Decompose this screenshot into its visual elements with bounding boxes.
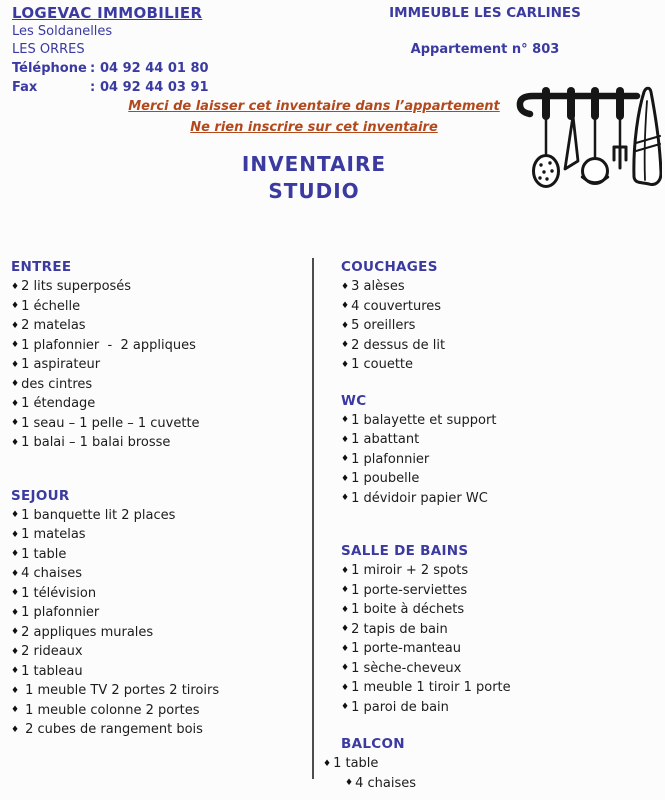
inventory-item	[11, 623, 303, 643]
inventory-item	[11, 375, 303, 395]
item-text: des cintres	[21, 376, 93, 392]
phone-number: 04 92 44 01 80	[100, 61, 209, 77]
section-sejour	[11, 487, 303, 740]
inventory-item	[341, 336, 653, 356]
item-text: 1 porte-serviettes	[351, 582, 468, 598]
item-text: 1 paroi de bain	[351, 699, 449, 715]
diamond-bullet-icon: ♦	[341, 320, 350, 331]
inventory-item	[11, 545, 303, 565]
diamond-bullet-icon: ♦	[341, 340, 350, 350]
inventory-item	[341, 698, 653, 718]
diamond-bullet-icon: ♦	[341, 454, 350, 464]
column-right	[323, 258, 653, 793]
item-text: 1 échelle	[21, 298, 81, 314]
diamond-bullet-icon: ♦	[11, 301, 20, 311]
diamond-bullet-icon: ♦	[11, 646, 20, 657]
diamond-bullet-icon: ♦	[341, 702, 350, 712]
inventory-item	[341, 469, 653, 489]
diamond-bullet-icon: ♦	[11, 320, 20, 331]
item-text: 1 abattant	[351, 432, 420, 447]
item-text: 2 rideaux	[21, 644, 83, 659]
building-name: IMMEUBLE LES CARLINES	[389, 5, 581, 21]
inventory-body	[0, 258, 665, 800]
section-salle-de-bains	[341, 542, 653, 717]
diamond-bullet-icon: ♦	[345, 778, 354, 788]
inventory-item	[323, 754, 653, 774]
item-text: 1 dévidoir papier WC	[351, 490, 488, 506]
diamond-bullet-icon: ♦	[11, 510, 20, 520]
notice-line-1: Merci de laisser cet inventaire dans l’appartement	[128, 99, 500, 114]
inventory-item	[341, 316, 653, 336]
item-text: 1 meuble 1 tiroir 1 porte	[351, 680, 511, 695]
item-text: 1 plafonnier	[351, 451, 430, 467]
inventory-item	[341, 297, 653, 317]
diamond-bullet-icon: ♦	[341, 585, 350, 595]
diamond-bullet-icon: ♦	[341, 493, 350, 503]
inventory-item	[11, 720, 303, 740]
diamond-bullet-icon: ♦	[341, 604, 350, 615]
diamond-bullet-icon: ♦	[323, 758, 332, 769]
item-text: 1 boite à déchets	[351, 602, 465, 617]
diamond-bullet-icon: ♦	[341, 434, 350, 445]
agency-residence: Les Soldanelles	[12, 23, 113, 39]
title-line-1: INVENTAIRE	[241, 152, 387, 176]
inventory-item	[11, 414, 303, 434]
diamond-bullet-icon: ♦	[11, 437, 20, 448]
item-text: 1 miroir + 2 spots	[351, 563, 469, 578]
diamond-bullet-icon: ♦	[11, 418, 20, 428]
fax-number: 04 92 44 03 91	[100, 79, 209, 95]
inventory-item	[11, 662, 303, 682]
item-text: 1 meuble colonne 2 portes	[25, 702, 200, 718]
item-text: 2 lits superposés	[21, 279, 132, 294]
inventory-item	[11, 642, 303, 662]
item-text: 4 couvertures	[351, 298, 442, 314]
inventory-item	[345, 774, 653, 794]
item-text: 1 télévision	[21, 585, 97, 601]
column-left	[11, 258, 303, 740]
diamond-bullet-icon: ♦	[341, 565, 350, 576]
inventory-item	[341, 659, 653, 679]
item-text: 3 alèses	[351, 279, 405, 294]
diamond-bullet-icon: ♦	[341, 415, 350, 425]
section-heading: ENTREE	[11, 259, 72, 275]
inventory-item	[341, 411, 653, 431]
diamond-bullet-icon: ♦	[341, 682, 350, 693]
item-text: 2 cubes de rangement bois	[25, 722, 203, 737]
fax-label: Fax	[12, 79, 38, 95]
item-text: 1 tableau	[21, 663, 83, 679]
item-text: 1 couette	[351, 357, 414, 372]
item-text: 1 plafonnier	[21, 605, 100, 620]
inventory-item	[11, 525, 303, 545]
inventory-item	[341, 277, 653, 297]
phone-row	[12, 60, 209, 79]
fax-separator: :	[90, 79, 96, 95]
inventory-item	[11, 564, 303, 584]
inventory-item	[11, 297, 303, 317]
diamond-bullet-icon: ♦	[11, 607, 20, 618]
diamond-bullet-icon: ♦	[11, 281, 20, 292]
item-text: 5 oreillers	[351, 318, 416, 333]
inventory-item	[11, 603, 303, 623]
phone-label: Téléphone	[12, 61, 87, 77]
section-heading: WC	[341, 392, 367, 409]
section-heading: BALCON	[341, 736, 405, 752]
item-text: 1 seau – 1 pelle – 1 cuvette	[21, 415, 200, 431]
diamond-bullet-icon: ♦	[11, 588, 20, 598]
inventory-item	[341, 450, 653, 470]
section-entree	[11, 258, 303, 453]
diamond-bullet-icon: ♦	[11, 568, 20, 579]
item-text: 1 banquette lit 2 places	[21, 507, 176, 523]
inventory-item	[341, 430, 653, 450]
inventory-item	[341, 620, 653, 640]
diamond-bullet-icon: ♦	[11, 685, 20, 696]
diamond-bullet-icon: ♦	[341, 301, 350, 311]
item-text: 1 meuble TV 2 portes 2 tiroirs	[25, 683, 220, 698]
diamond-bullet-icon: ♦	[11, 666, 20, 676]
item-text: 2 dessus de lit	[351, 337, 446, 353]
inventory-item	[11, 433, 303, 453]
inventory-item	[11, 701, 303, 721]
item-text: 1 table	[333, 756, 379, 771]
diamond-bullet-icon: ♦	[341, 359, 350, 370]
section-heading: SEJOUR	[11, 487, 70, 504]
item-text: 1 balayette et support	[351, 412, 497, 428]
diamond-bullet-icon: ♦	[11, 705, 20, 715]
section-heading: SALLE DE BAINS	[341, 543, 469, 559]
diamond-bullet-icon: ♦	[11, 724, 20, 735]
item-text: 1 matelas	[21, 527, 86, 542]
diamond-bullet-icon: ♦	[341, 624, 350, 634]
item-text: 4 chaises	[355, 775, 416, 791]
fax-row	[12, 79, 209, 98]
item-text: 1 porte-manteau	[351, 641, 461, 656]
inventory-item	[11, 316, 303, 336]
item-text: 1 étendage	[21, 396, 96, 411]
diamond-bullet-icon: ♦	[11, 398, 20, 409]
inventory-item	[11, 506, 303, 526]
diamond-bullet-icon: ♦	[11, 627, 20, 637]
item-text: 2 appliques murales	[21, 624, 154, 640]
inventory-item	[341, 581, 653, 601]
inventory-item	[341, 489, 653, 509]
notice-line-2: Ne rien inscrire sur cet inventaire	[190, 119, 438, 135]
inventory-item	[11, 394, 303, 414]
diamond-bullet-icon: ♦	[341, 643, 350, 654]
agency-block	[12, 4, 209, 98]
inventory-item	[11, 277, 303, 297]
diamond-bullet-icon: ♦	[11, 529, 20, 540]
document-title	[0, 151, 628, 205]
inventory-item	[341, 561, 653, 581]
inventory-item	[11, 584, 303, 604]
inventory-item	[341, 678, 653, 698]
item-text: 1 poubelle	[351, 471, 420, 486]
diamond-bullet-icon: ♦	[11, 340, 20, 350]
title-line-2: STUDIO	[268, 179, 360, 203]
item-text: 1 balai – 1 balai brosse	[21, 435, 171, 450]
building-block	[360, 4, 610, 59]
section-wc	[341, 392, 653, 509]
diamond-bullet-icon: ♦	[11, 379, 20, 389]
inventory-item	[341, 639, 653, 659]
item-text: 1 sèche-cheveux	[351, 660, 462, 676]
item-text: 2 tapis de bain	[351, 621, 448, 637]
diamond-bullet-icon: ♦	[11, 549, 20, 559]
item-text: 2 matelas	[21, 318, 86, 333]
diamond-bullet-icon: ♦	[341, 281, 350, 292]
item-text: 4 chaises	[21, 566, 82, 581]
inventory-item	[341, 600, 653, 620]
inventory-item	[11, 681, 303, 701]
diamond-bullet-icon: ♦	[341, 473, 350, 484]
diamond-bullet-icon: ♦	[11, 359, 20, 370]
item-text: 1 plafonnier - 2 appliques	[21, 337, 196, 353]
apartment-number: Appartement n° 803	[410, 42, 560, 57]
inventory-item	[341, 355, 653, 375]
section-heading: COUCHAGES	[341, 259, 438, 275]
inventory-item	[11, 336, 303, 356]
diamond-bullet-icon: ♦	[341, 663, 350, 673]
agency-city: LES ORRES	[12, 42, 85, 58]
item-text: 1 table	[21, 546, 67, 562]
phone-separator: :	[90, 61, 96, 77]
section-balcon	[323, 735, 653, 793]
column-divider	[312, 258, 314, 779]
section-couchages	[341, 258, 653, 375]
agency-name: LOGEVAC IMMOBILIER	[12, 4, 203, 22]
item-text: 1 aspirateur	[21, 357, 101, 372]
inventory-item	[11, 355, 303, 375]
